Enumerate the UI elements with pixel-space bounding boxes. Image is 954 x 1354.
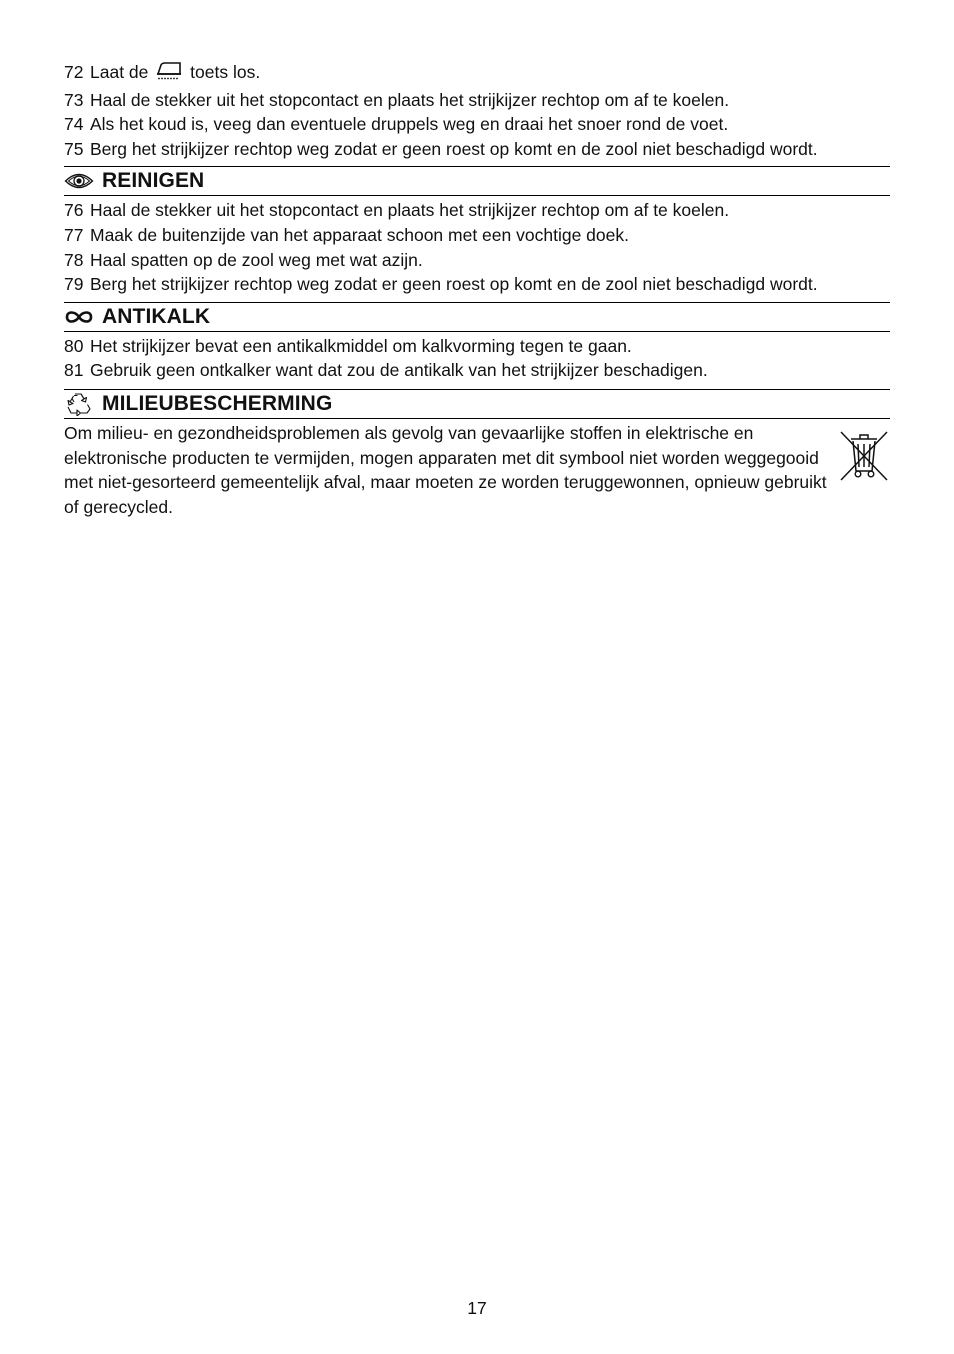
reinigen-list	[64, 198, 890, 296]
section-title: REINIGEN	[102, 169, 205, 193]
item-number: 76	[64, 200, 84, 221]
list-item: 74 Als het koud is, veeg dan eventuele druppels weg en draai het snoer rond de voet.	[64, 112, 890, 137]
section-header-antikalk	[64, 302, 890, 332]
item-number: 80	[64, 335, 84, 356]
list-item: 81 Gebruik geen ontkalker want dat zou de antikalk van het strijkijzer beschadigen.	[64, 358, 890, 383]
item-number: 79	[64, 274, 84, 295]
recycle-icon	[64, 393, 94, 415]
iron-icon	[155, 61, 183, 88]
list-item: 78 Haal spatten op de zool weg met wat azijn.	[64, 248, 890, 273]
crossed-bin-icon	[838, 429, 890, 490]
page-number: 17	[467, 1298, 487, 1318]
list-item: 75 Berg het strijkijzer rechtop weg zodat er geen roest op komt en de zool niet beschadigd wordt.	[64, 137, 890, 162]
section-header-reinigen	[64, 166, 890, 196]
list-item: 77 Maak de buitenzijde van het apparaat schoon met een vochtige doek.	[64, 223, 890, 248]
list-item: 76 Haal de stekker uit het stopcontact en plaats het strijkijzer rechtop om af te koelen.	[64, 198, 890, 223]
manual-page	[64, 58, 890, 519]
list-item: 79 Berg het strijkijzer rechtop weg zodat er geen roest op komt en de zool niet beschadigd wordt.	[64, 272, 890, 297]
list-item: 72 Laat de toets los.	[64, 60, 890, 88]
section-title: ANTIKALK	[102, 304, 211, 328]
environment-paragraph: Om milieu- en gezondheidsproblemen als gevolg van gevaarlijke stoffen in elektrische en elektronische producten te vermijden, mogen apparaten met dit symbool niet worden weggegooid met niet-gesorteerd gemeentelijk afval, maar moeten ze worden teruggewonnen, opnieuw gebruikt of gerecycled.	[64, 421, 890, 519]
item-number: 74	[64, 114, 84, 135]
infinity-icon	[64, 306, 94, 328]
item-number: 75	[64, 138, 84, 159]
section-title: MILIEUBESCHERMING	[102, 391, 333, 415]
item-number: 72	[64, 62, 84, 82]
list-item: 73 Haal de stekker uit het stopcontact en plaats het strijkijzer rechtop om af te koelen.	[64, 88, 890, 113]
item-number: 73	[64, 89, 84, 110]
antikalk-list	[64, 334, 890, 383]
intro-list	[64, 60, 890, 161]
list-item: 80 Het strijkijzer bevat een antikalkmiddel om kalkvorming tegen te gaan.	[64, 334, 890, 359]
item-number: 77	[64, 224, 84, 245]
section-header-milieubescherming	[64, 389, 890, 419]
item-number: 81	[64, 360, 84, 381]
eye-icon	[64, 170, 94, 192]
item-number: 78	[64, 249, 84, 270]
